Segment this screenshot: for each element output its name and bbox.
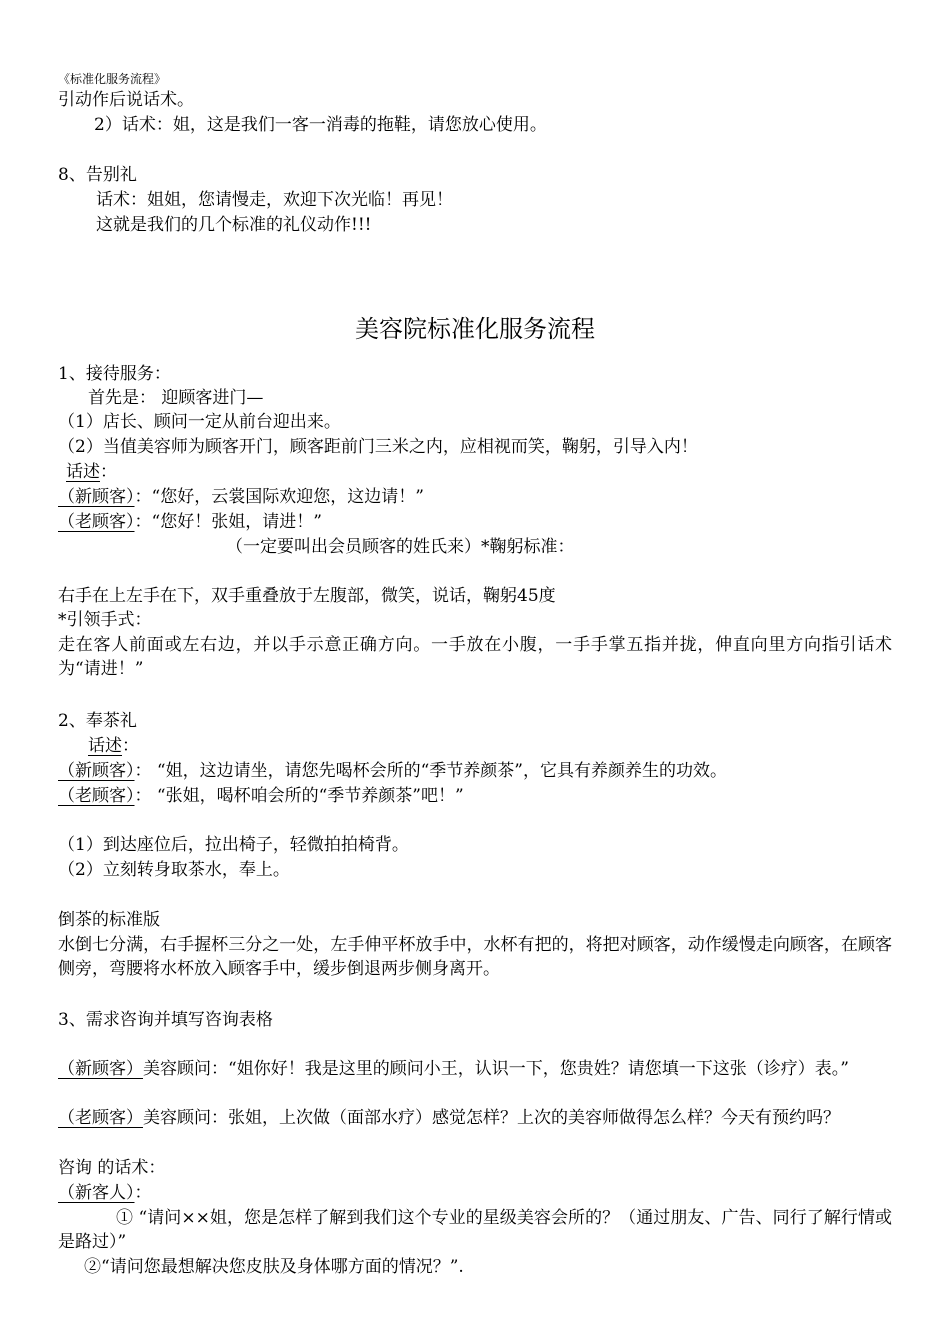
dialogue-paragraph [58, 1106, 892, 1130]
section-heading: 3、需求咨询并填写咨询表格 [58, 1010, 273, 1030]
dialogue-text: ： “姐，这边请坐，请您先喝杯会所的“季节养颜茶”，它具有养颜养生的功效。 [134, 761, 727, 781]
new-customer-label: （新顾客） [58, 761, 135, 781]
talk-label-line [66, 460, 117, 484]
dialogue-text: ： “张姐，喝杯咱会所的“季节养颜茶”吧！” [134, 786, 464, 806]
talk-label-line [88, 734, 139, 758]
dialogue-line [58, 485, 424, 509]
dialogue-line [58, 1181, 152, 1205]
paragraph-line: 这就是我们的几个标准的礼仪动作!!! [96, 215, 372, 235]
paragraph-line: 咨询 的话术： [58, 1158, 166, 1178]
paragraph-line: 右手在上左手在下，双手重叠放于左腹部，微笑，说话，鞠躬45度 [58, 586, 556, 606]
new-guest-label: （新客人） [58, 1183, 135, 1203]
dialogue-text: ：“您好，云裳国际欢迎您，这边请！” [134, 487, 424, 507]
paragraph-line: （2）立刻转身取茶水，奉上。 [58, 860, 290, 880]
talk-colon: ： [122, 736, 139, 756]
section-heading: 1、接待服务： [58, 364, 171, 384]
talk-label: 话述 [88, 736, 122, 756]
old-customer-label: （老顾客） [58, 786, 135, 806]
talk-colon: ： [100, 462, 117, 482]
paragraph-line: 首先是： 迎顾客进门— [88, 388, 264, 408]
paragraph-line: （1）店长、顾问一定从前台迎出来。 [58, 412, 341, 432]
paragraph-line: 话术：姐姐，您请慢走，欢迎下次光临！再见！ [96, 190, 453, 210]
question-paragraph: ① “请问××姐，您是怎样了解到我们这个专业的星级美容会所的？（通过朋友、广告、同行了解行情或是路过）” [58, 1208, 892, 1252]
old-customer-label: （老顾客） [58, 1108, 143, 1128]
note-line: （一定要叫出会员顾客的姓氏来）*鞠躬标准： [226, 537, 575, 557]
new-customer-label: （新顾客） [58, 487, 135, 507]
paragraph-line: *引领手式： [58, 610, 152, 630]
paragraph-line: 2）话术：姐，这是我们一客一消毒的拖鞋，请您放心使用。 [94, 115, 547, 135]
paragraph: 水倒七分满，右手握杯三分之一处，左手伸平杯放手中，水杯有把的，将把对顾客，动作缓慢走向顾客，在顾客侧旁，弯腰将水杯放入顾客手中，缓步倒退两步侧身离开。 [58, 935, 892, 979]
page-title: 美容院标准化服务流程 [355, 315, 595, 343]
paragraph-line: （1）到达座位后，拉出椅子，轻微拍拍椅背。 [58, 835, 409, 855]
paragraph-line: 引动作后说话术。 [58, 90, 194, 110]
new-customer-label: （新顾客） [58, 1059, 143, 1079]
paragraph: 走在客人前面或左右边，并以手示意正确方向。一手放在小腹，一手手掌五指并拢，伸直向里方向指引话术为“请进！” [58, 635, 892, 679]
document-header: 《标准化服务流程》 [58, 72, 167, 86]
dialogue-line [58, 784, 464, 808]
dialogue-paragraph [58, 1057, 892, 1081]
dialogue-text: 美容顾问：张姐，上次做（面部水疗）感觉怎样？上次的美容师做得怎么样？今天有预约吗？ [143, 1108, 840, 1128]
talk-label: 话述 [66, 462, 100, 482]
section-heading: 8、告别礼 [58, 165, 137, 185]
paragraph-line: 倒茶的标准版 [58, 910, 160, 930]
old-customer-label: （老顾客） [58, 512, 135, 532]
dialogue-text: ：“您好！张姐，请进！” [134, 512, 322, 532]
section-heading: 2、奉茶礼 [58, 711, 137, 731]
label-colon: ： [134, 1183, 152, 1203]
dialogue-line [58, 759, 727, 783]
question-line: ②“请问您最想解决您皮肤及身体哪方面的情况？”. [84, 1257, 464, 1277]
dialogue-line [58, 510, 322, 534]
dialogue-text: 美容顾问：“姐你好！我是这里的顾问小王，认识一下，您贵姓？请您填一下这张（诊疗）表。” [143, 1059, 849, 1079]
paragraph-line: （2）当值美容师为顾客开门，顾客距前门三米之内，应相视而笑，鞠躬，引导入内！ [58, 437, 698, 457]
